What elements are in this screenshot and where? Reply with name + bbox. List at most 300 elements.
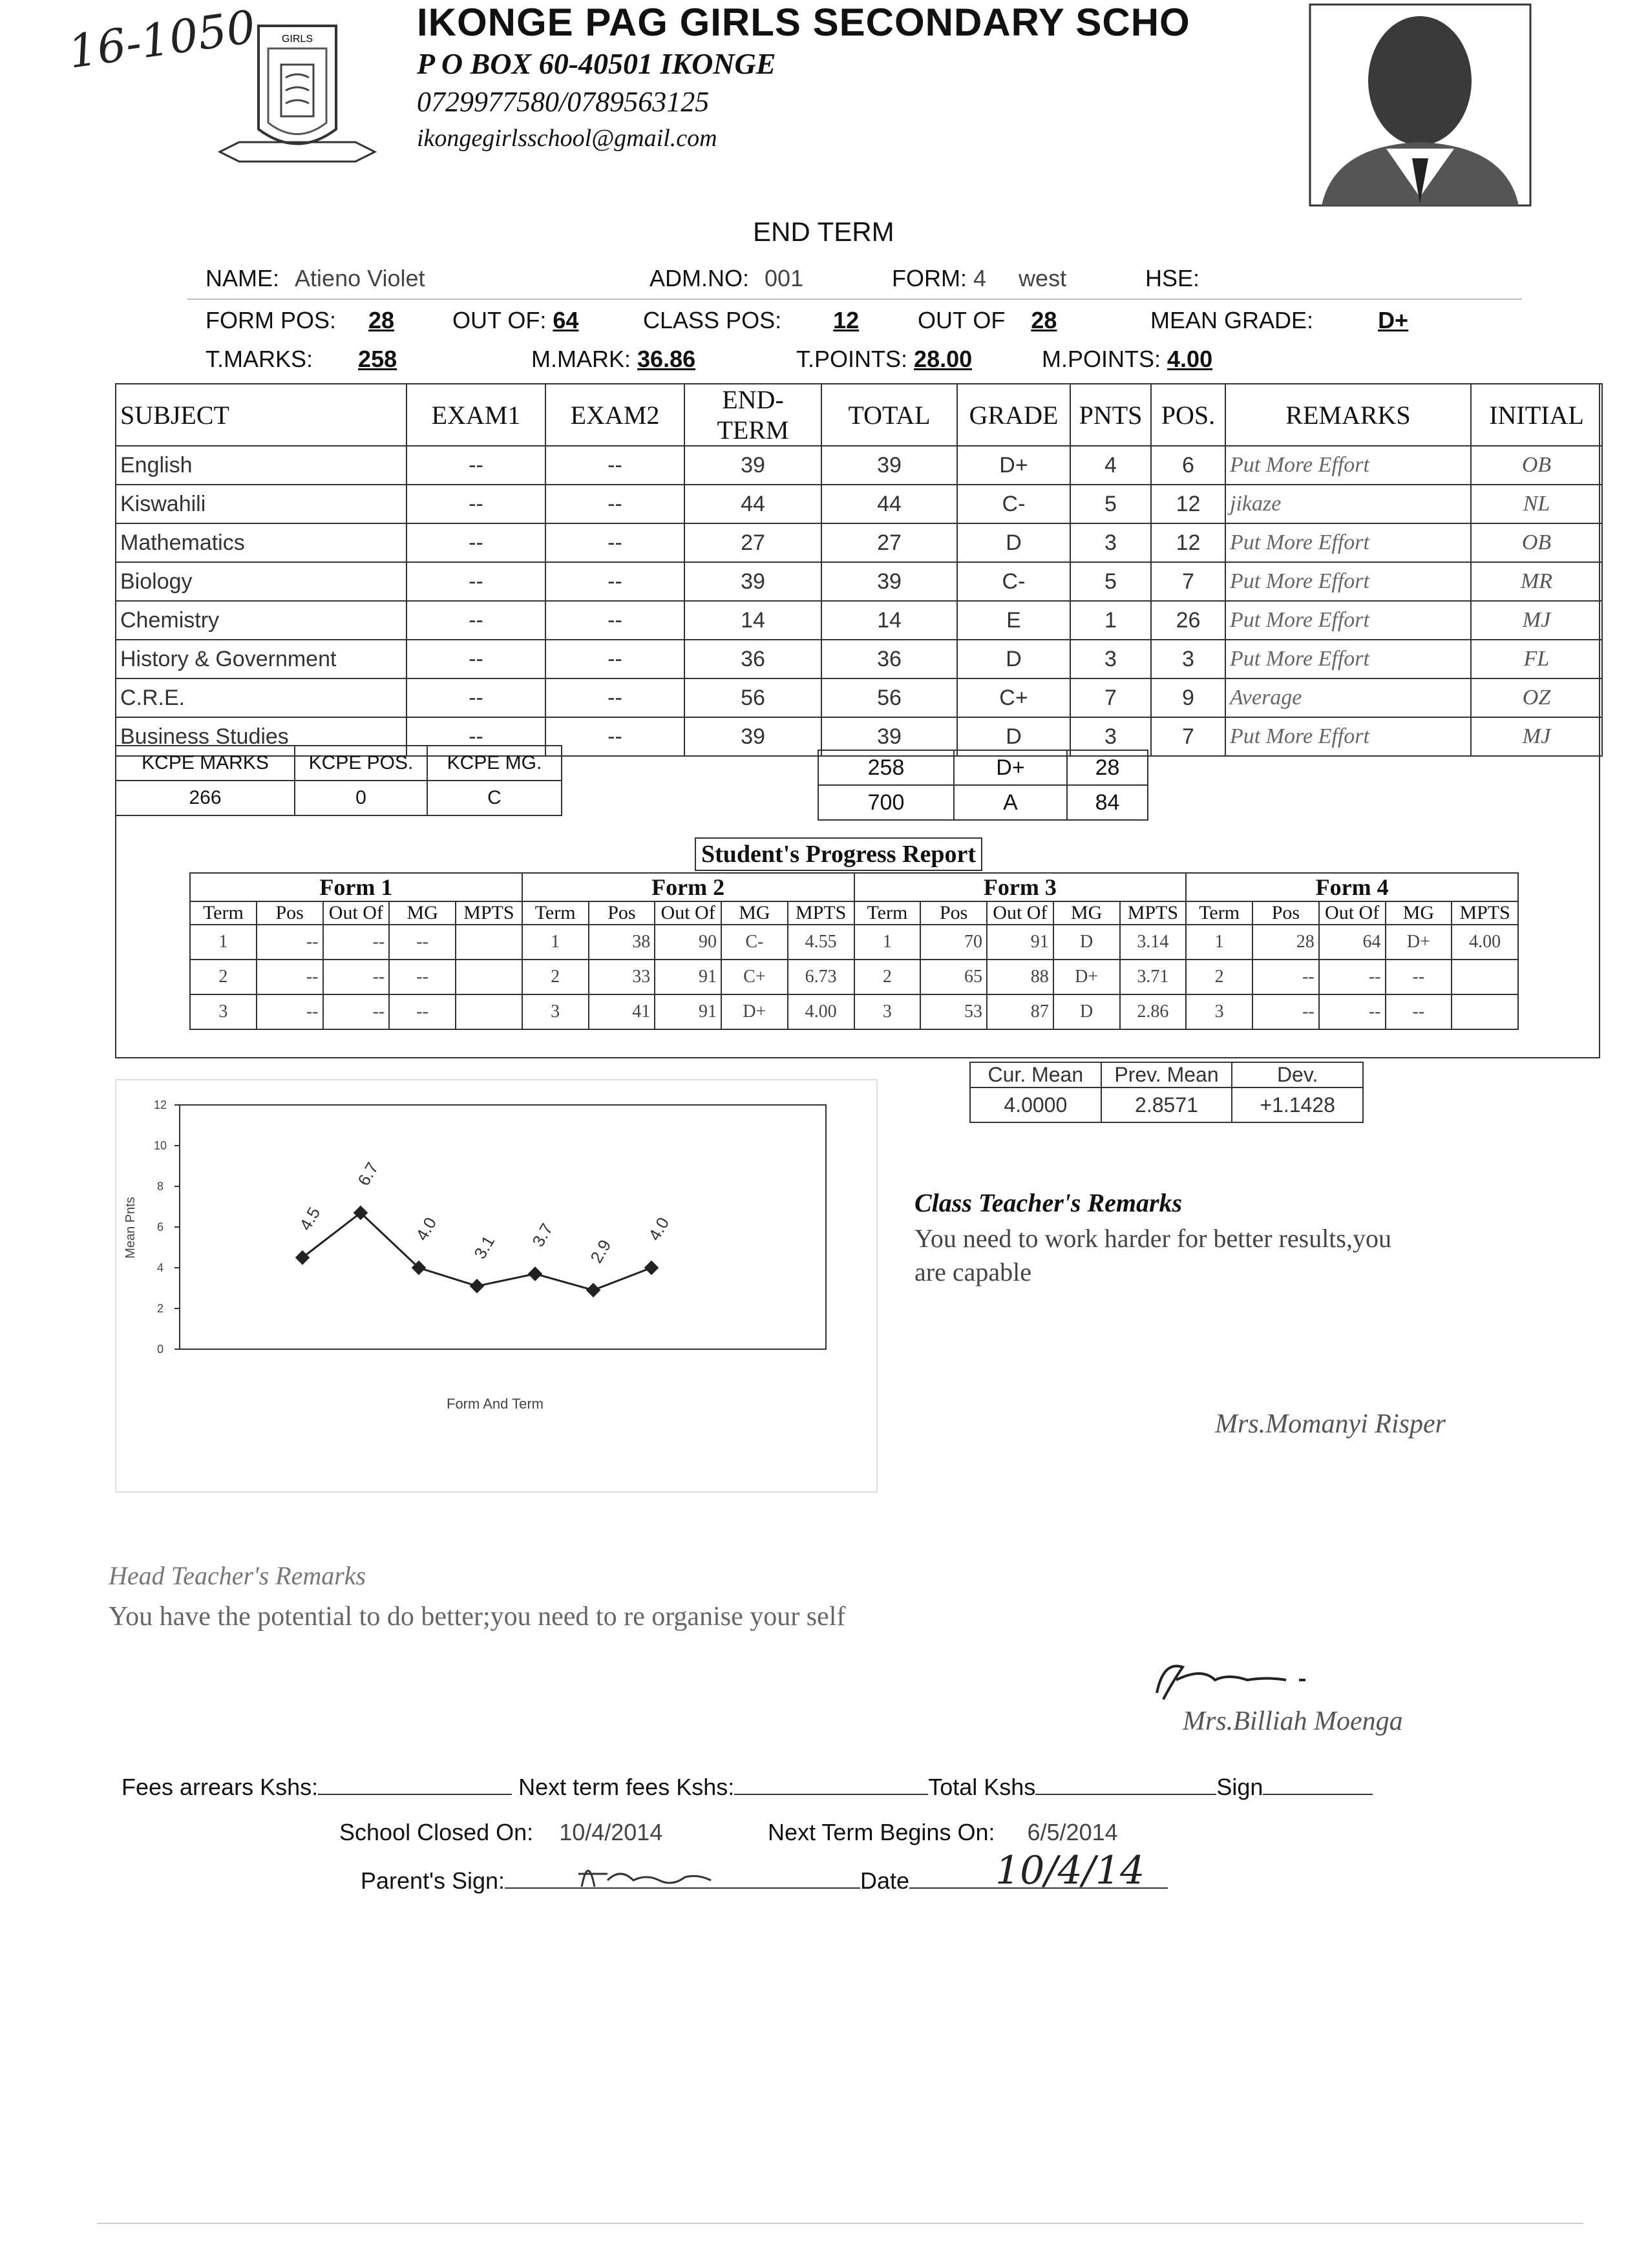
dev-header: Dev. <box>1232 1062 1363 1087</box>
progress-cell <box>456 925 522 960</box>
progress-cell: 28 <box>1252 925 1319 960</box>
head-teacher-name: Mrs.Billiah Moenga <box>1183 1706 1403 1736</box>
class-teacher-title: Class Teacher's Remarks <box>914 1188 1183 1217</box>
hse-label: HSE: <box>1145 265 1200 291</box>
subjects-header-cell: GRADE <box>957 384 1070 446</box>
subject-cell: History & Government <box>116 640 407 678</box>
progress-sub-header: Pos <box>1252 901 1319 925</box>
kcpe-mg-value: C <box>427 781 562 815</box>
progress-cell <box>456 960 522 994</box>
max-points: 84 <box>1067 785 1148 820</box>
progress-sub-header: MPTS <box>456 901 522 925</box>
sign-label: Sign <box>1216 1774 1263 1800</box>
progress-cell: 2.86 <box>1120 994 1187 1029</box>
subjects-header-cell: TOTAL <box>821 384 957 446</box>
progress-cell: 1 <box>522 925 589 960</box>
means-table <box>969 1062 1364 1123</box>
progress-cell: 4.55 <box>788 925 854 960</box>
form-pos-row <box>206 307 394 334</box>
form-pos-label: FORM POS: <box>206 307 337 333</box>
subject-cell: 56 <box>821 678 957 717</box>
progress-cell: 4.00 <box>1452 925 1518 960</box>
progress-sub-header: Out Of <box>987 901 1053 925</box>
subject-cell: D <box>957 717 1070 756</box>
max-row <box>818 785 1148 820</box>
subject-cell: 36 <box>821 640 957 678</box>
chart-data-label: 3.7 <box>528 1220 557 1250</box>
subject-cell: Put More Effort <box>1225 446 1471 485</box>
progress-cell: -- <box>323 925 390 960</box>
student-name: Atieno Violet <box>295 265 425 291</box>
chart-data-label: 6.7 <box>354 1159 383 1189</box>
chart-y-tick-label: 12 <box>153 1098 167 1111</box>
subject-cell: Put More Effort <box>1225 717 1471 756</box>
subject-cell: E <box>957 601 1070 640</box>
progress-sub-header: MPTS <box>1452 901 1518 925</box>
fees-arrears-blank[interactable] <box>318 1794 512 1795</box>
cur-mean-header: Cur. Mean <box>970 1062 1101 1087</box>
subject-cell: 27 <box>684 523 821 562</box>
adm-row <box>650 265 803 292</box>
class-pos-label: CLASS POS: <box>643 307 782 333</box>
subject-cell: -- <box>407 562 545 601</box>
progress-form-header: Form 3 <box>854 873 1187 901</box>
progress-sub-header: Pos <box>920 901 987 925</box>
next-term-fees-label: Next term fees Kshs: <box>518 1774 735 1800</box>
progress-sub-header: Pos <box>257 901 323 925</box>
progress-cell: -- <box>257 960 323 994</box>
student-photo <box>1309 3 1532 207</box>
chart-point <box>644 1261 659 1276</box>
subject-cell: 39 <box>821 562 957 601</box>
progress-cell: D+ <box>721 994 788 1029</box>
logo-text: GIRLS <box>281 34 313 45</box>
school-name: IKONGE PAG GIRLS SECONDARY SCHO <box>417 1 1190 44</box>
progress-form-header: Form 1 <box>190 873 522 901</box>
subject-cell: 6 <box>1151 446 1225 485</box>
total-points: 28 <box>1067 750 1148 785</box>
progress-sub-header: MG <box>389 901 456 925</box>
max-marks: 700 <box>818 785 954 820</box>
total-kshs-label: Total Kshs <box>928 1774 1036 1800</box>
subject-cell: 44 <box>821 485 957 523</box>
subject-cell: -- <box>545 640 684 678</box>
progress-row <box>190 994 1518 1029</box>
next-term-begins-label: Next Term Begins On: <box>768 1819 995 1845</box>
subject-cell: -- <box>407 485 545 523</box>
subject-row <box>116 601 1602 640</box>
subject-cell: NL <box>1471 485 1602 523</box>
mmark-label: M.MARK: <box>531 346 631 372</box>
progress-cell: -- <box>389 960 456 994</box>
subject-row <box>116 562 1602 601</box>
mpoints-label: M.POINTS: <box>1042 346 1161 372</box>
subject-cell: -- <box>545 601 684 640</box>
progress-cell: 65 <box>920 960 987 994</box>
subjects-table <box>115 383 1603 757</box>
progress-cell: 2 <box>190 960 257 994</box>
subject-cell: 39 <box>684 717 821 756</box>
kcpe-table <box>115 745 562 816</box>
progress-cell: D+ <box>1053 960 1120 994</box>
kcpe-pos-value: 0 <box>295 781 427 815</box>
subjects-header-cell: END-TERM <box>684 384 821 446</box>
adm-label: ADM.NO: <box>650 265 750 291</box>
chart-data-label: 4.0 <box>412 1213 441 1244</box>
subject-cell: 3 <box>1070 717 1151 756</box>
chart-data-label: 2.9 <box>586 1236 615 1266</box>
chart-y-tick-label: 6 <box>156 1221 164 1234</box>
subject-cell: D <box>957 640 1070 678</box>
prev-mean-value: 2.8571 <box>1101 1087 1232 1122</box>
subjects-header-cell: INITIAL <box>1471 384 1602 446</box>
subject-cell: Biology <box>116 562 407 601</box>
chart-y-tick-label: 2 <box>156 1302 164 1315</box>
subject-cell: 12 <box>1151 523 1225 562</box>
subject-cell: -- <box>407 601 545 640</box>
mmark-row <box>531 346 695 373</box>
subject-cell: Mathematics <box>116 523 407 562</box>
chart-data-label: 3.1 <box>470 1232 499 1263</box>
tpoints-row <box>796 346 972 373</box>
chart-data-label: 4.0 <box>644 1213 673 1244</box>
name-row <box>206 265 425 292</box>
progress-cell: 91 <box>655 960 721 994</box>
subject-cell: Put More Effort <box>1225 562 1471 601</box>
subject-cell: 14 <box>684 601 821 640</box>
out-of-row <box>452 307 578 334</box>
subject-cell: MJ <box>1471 717 1602 756</box>
subject-cell: OB <box>1471 446 1602 485</box>
next-term-fees-blank[interactable] <box>734 1794 928 1795</box>
chart-point <box>586 1283 601 1297</box>
progress-cell <box>1452 994 1518 1029</box>
progress-sub-header: MPTS <box>1120 901 1187 925</box>
progress-cell: C- <box>721 925 788 960</box>
school-logo <box>213 19 381 174</box>
out-of-label: OUT OF: <box>452 307 547 333</box>
class-out-of-label: OUT OF <box>918 307 1006 333</box>
progress-form-header: Form 2 <box>522 873 854 901</box>
subject-cell: 3 <box>1070 640 1151 678</box>
subject-cell: -- <box>407 678 545 717</box>
chart-y-tick-label: 4 <box>156 1261 164 1274</box>
head-teacher-signature <box>1144 1648 1338 1706</box>
progress-cell: 6.73 <box>788 960 854 994</box>
subject-cell: 5 <box>1070 485 1151 523</box>
subject-row <box>116 678 1602 717</box>
handwritten-reference: 16-1050 <box>65 0 259 79</box>
tmarks-row <box>206 346 397 373</box>
subject-cell: -- <box>407 640 545 678</box>
progress-title: Student's Progress Report <box>695 837 982 871</box>
progress-sub-header: MG <box>1386 901 1452 925</box>
subject-cell: 36 <box>684 640 821 678</box>
progress-cell: 3.14 <box>1120 925 1187 960</box>
subject-cell: 4 <box>1070 446 1151 485</box>
subject-cell: MR <box>1471 562 1602 601</box>
date-label: Date <box>860 1867 910 1894</box>
progress-cell: 53 <box>920 994 987 1029</box>
subject-cell: -- <box>545 446 684 485</box>
progress-sub-header: MG <box>1053 901 1120 925</box>
school-closed-row <box>339 1819 662 1846</box>
totals-row <box>818 750 1148 785</box>
progress-sub-header: Term <box>190 901 257 925</box>
subject-cell: C+ <box>957 678 1070 717</box>
progress-cell: -- <box>323 960 390 994</box>
subjects-header-cell: POS. <box>1151 384 1225 446</box>
mmark-value: 36.86 <box>637 346 696 372</box>
progress-cell: 41 <box>589 994 655 1029</box>
subject-row <box>116 485 1602 523</box>
chart-y-tick-label: 8 <box>156 1180 164 1193</box>
subject-cell: Business Studies <box>116 717 407 756</box>
tmarks-value: 258 <box>358 346 397 372</box>
head-teacher-remarks: You have the potential to do better;you need to re organise your self <box>109 1602 846 1632</box>
progress-cell: -- <box>389 994 456 1029</box>
chart-y-label: Mean Pnts <box>123 1197 138 1259</box>
mean-points-chart <box>115 1079 878 1493</box>
progress-form-header: Form 4 <box>1186 873 1518 901</box>
form-value: 4 <box>973 265 987 291</box>
subject-cell: Put More Effort <box>1225 640 1471 678</box>
progress-row <box>190 960 1518 994</box>
school-closed-value: 10/4/2014 <box>559 1819 663 1845</box>
subject-cell: English <box>116 446 407 485</box>
subject-cell: 27 <box>821 523 957 562</box>
subjects-header-cell: EXAM2 <box>545 384 684 446</box>
progress-cell: 38 <box>589 925 655 960</box>
stream-value: west <box>1019 265 1067 291</box>
form-label: FORM: <box>892 265 967 291</box>
progress-cell: -- <box>1252 960 1319 994</box>
progress-cell: -- <box>257 925 323 960</box>
progress-sub-header: Term <box>854 901 921 925</box>
subject-cell: Chemistry <box>116 601 407 640</box>
progress-cell: 87 <box>987 994 1053 1029</box>
subject-cell: D <box>957 523 1070 562</box>
subject-cell: -- <box>545 717 684 756</box>
mean-grade-label: MEAN GRADE: <box>1150 307 1314 333</box>
report-title: END TERM <box>753 216 894 247</box>
progress-sub-header: Term <box>522 901 589 925</box>
subject-cell: D+ <box>957 446 1070 485</box>
prev-mean-header: Prev. Mean <box>1101 1062 1232 1087</box>
subject-cell: OZ <box>1471 678 1602 717</box>
subject-cell: C- <box>957 485 1070 523</box>
progress-cell: 3 <box>522 994 589 1029</box>
progress-cell: -- <box>1319 960 1386 994</box>
subject-cell: 7 <box>1151 717 1225 756</box>
subjects-header-cell: EXAM1 <box>407 384 545 446</box>
chart-x-label: Form And Term <box>447 1396 544 1412</box>
school-address: P O BOX 60-40501 IKONGE <box>417 47 776 80</box>
kcpe-marks-header: KCPE MARKS <box>116 746 295 781</box>
subjects-header-row <box>116 384 1602 446</box>
class-pos-value: 12 <box>833 307 860 333</box>
subject-row <box>116 446 1602 485</box>
subject-cell: 3 <box>1151 640 1225 678</box>
chart-point <box>470 1279 485 1294</box>
subject-cell: C.R.E. <box>116 678 407 717</box>
progress-cell: 2 <box>854 960 921 994</box>
subject-cell: FL <box>1471 640 1602 678</box>
progress-sub-header: Out Of <box>1319 901 1386 925</box>
totals-table <box>818 750 1148 821</box>
subject-cell: jikaze <box>1225 485 1471 523</box>
progress-cell: 91 <box>655 994 721 1029</box>
progress-cell: D+ <box>1386 925 1452 960</box>
progress-cell: -- <box>389 925 456 960</box>
subject-cell: Average <box>1225 678 1471 717</box>
progress-form-header-row <box>190 873 1518 901</box>
progress-sub-header: Out Of <box>323 901 390 925</box>
progress-cell: 88 <box>987 960 1053 994</box>
subject-cell: 7 <box>1151 562 1225 601</box>
subject-row <box>116 523 1602 562</box>
progress-cell: -- <box>1386 960 1452 994</box>
subject-cell: -- <box>407 717 545 756</box>
chart-point <box>528 1266 543 1281</box>
progress-cell: 1 <box>190 925 257 960</box>
subject-cell: 44 <box>684 485 821 523</box>
dev-value: +1.1428 <box>1232 1087 1363 1122</box>
progress-sub-header: Out Of <box>655 901 721 925</box>
progress-cell: 3 <box>854 994 921 1029</box>
class-teacher-remarks-line2: are capable <box>914 1257 1031 1286</box>
tmarks-label: T.MARKS: <box>206 346 313 372</box>
progress-cell: -- <box>257 994 323 1029</box>
total-marks: 258 <box>818 750 954 785</box>
progress-cell: C+ <box>721 960 788 994</box>
progress-cell: 3 <box>1186 994 1252 1029</box>
progress-cell: 3 <box>190 994 257 1029</box>
chart-y-tick-label: 0 <box>156 1343 164 1356</box>
cur-mean-value: 4.0000 <box>970 1087 1101 1122</box>
progress-sub-header: Pos <box>589 901 655 925</box>
subject-cell: -- <box>407 523 545 562</box>
next-term-row <box>768 1819 1118 1846</box>
tpoints-label: T.POINTS: <box>796 346 908 372</box>
progress-cell: D <box>1053 925 1120 960</box>
progress-sub-header-row <box>190 901 1518 925</box>
progress-cell: D <box>1053 994 1120 1029</box>
subject-cell: 39 <box>821 446 957 485</box>
subject-row <box>116 640 1602 678</box>
school-email: ikongegirlsschool@gmail.com <box>417 125 717 152</box>
subject-cell: 3 <box>1070 523 1151 562</box>
total-kshs-blank[interactable] <box>1035 1794 1216 1795</box>
subject-cell: 1 <box>1070 601 1151 640</box>
progress-cell: 1 <box>854 925 921 960</box>
form-pos-value: 28 <box>368 307 395 333</box>
subject-cell: 7 <box>1070 678 1151 717</box>
adm-number: 001 <box>765 265 804 291</box>
fees-row <box>121 1774 1373 1801</box>
subject-cell: -- <box>545 562 684 601</box>
subject-cell: 9 <box>1151 678 1225 717</box>
progress-cell: 33 <box>589 960 655 994</box>
form-row <box>892 265 1066 292</box>
subjects-header-cell: SUBJECT <box>116 384 407 446</box>
progress-cell <box>1452 960 1518 994</box>
subject-cell: -- <box>545 678 684 717</box>
name-label: NAME: <box>206 265 280 291</box>
kcpe-marks-value: 266 <box>116 781 295 815</box>
class-teacher-remarks-line1: You need to work harder for better results,you <box>914 1224 1391 1253</box>
subjects-header-cell: PNTS <box>1070 384 1151 446</box>
parent-signature <box>569 1848 724 1900</box>
mpoints-row <box>1042 346 1212 373</box>
progress-row <box>190 925 1518 960</box>
subject-cell: 39 <box>684 446 821 485</box>
progress-cell: -- <box>1386 994 1452 1029</box>
tpoints-value: 28.00 <box>914 346 973 372</box>
subject-cell: C- <box>957 562 1070 601</box>
subject-cell: 26 <box>1151 601 1225 640</box>
mean-grade-value: D+ <box>1378 307 1409 333</box>
subject-cell: 56 <box>684 678 821 717</box>
subject-cell: Kiswahili <box>116 485 407 523</box>
max-grade: A <box>954 785 1067 820</box>
school-closed-label: School Closed On: <box>339 1819 534 1845</box>
kcpe-mg-header: KCPE MG. <box>427 746 562 781</box>
next-term-begins-value: 6/5/2014 <box>1027 1819 1118 1845</box>
class-pos-row <box>643 307 859 334</box>
subject-cell: -- <box>407 446 545 485</box>
school-phone: 0729977580/0789563125 <box>417 86 710 118</box>
subject-cell: OB <box>1471 523 1602 562</box>
subject-cell: MJ <box>1471 601 1602 640</box>
subject-cell: Put More Effort <box>1225 601 1471 640</box>
info-divider <box>187 299 1522 300</box>
subject-cell: 5 <box>1070 562 1151 601</box>
fees-arrears-label: Fees arrears Kshs: <box>121 1774 319 1800</box>
class-out-of-value: 28 <box>1031 307 1057 333</box>
subject-cell: 12 <box>1151 485 1225 523</box>
chart-y-tick-label: 10 <box>153 1139 167 1152</box>
subject-cell: 39 <box>684 562 821 601</box>
total-grade: D+ <box>954 750 1067 785</box>
head-teacher-title: Head Teacher's Remarks <box>109 1561 366 1590</box>
handwritten-date: 10/4/14 <box>995 1848 1145 1893</box>
progress-cell: 1 <box>1186 925 1252 960</box>
progress-cell: 3.71 <box>1120 960 1187 994</box>
progress-cell: 90 <box>655 925 721 960</box>
sign-blank[interactable] <box>1263 1794 1373 1795</box>
subject-cell: 14 <box>821 601 957 640</box>
mpoints-value: 4.00 <box>1167 346 1213 372</box>
progress-cell: 2 <box>1186 960 1252 994</box>
progress-cell: 70 <box>920 925 987 960</box>
chart-data-label: 4.5 <box>295 1203 324 1234</box>
progress-cell: 2 <box>522 960 589 994</box>
progress-cell: -- <box>1319 994 1386 1029</box>
subject-cell: 39 <box>821 717 957 756</box>
class-out-of-row <box>918 307 1057 334</box>
progress-cell: -- <box>1252 994 1319 1029</box>
kcpe-pos-header: KCPE POS. <box>295 746 427 781</box>
class-teacher-name: Mrs.Momanyi Risper <box>1215 1409 1446 1439</box>
progress-cell: 64 <box>1319 925 1386 960</box>
mean-grade-row <box>1150 307 1408 334</box>
subjects-header-cell: REMARKS <box>1225 384 1471 446</box>
subject-cell: -- <box>545 485 684 523</box>
progress-cell <box>456 994 522 1029</box>
progress-sub-header: MG <box>721 901 788 925</box>
parent-sign-label: Parent's Sign: <box>361 1867 505 1894</box>
